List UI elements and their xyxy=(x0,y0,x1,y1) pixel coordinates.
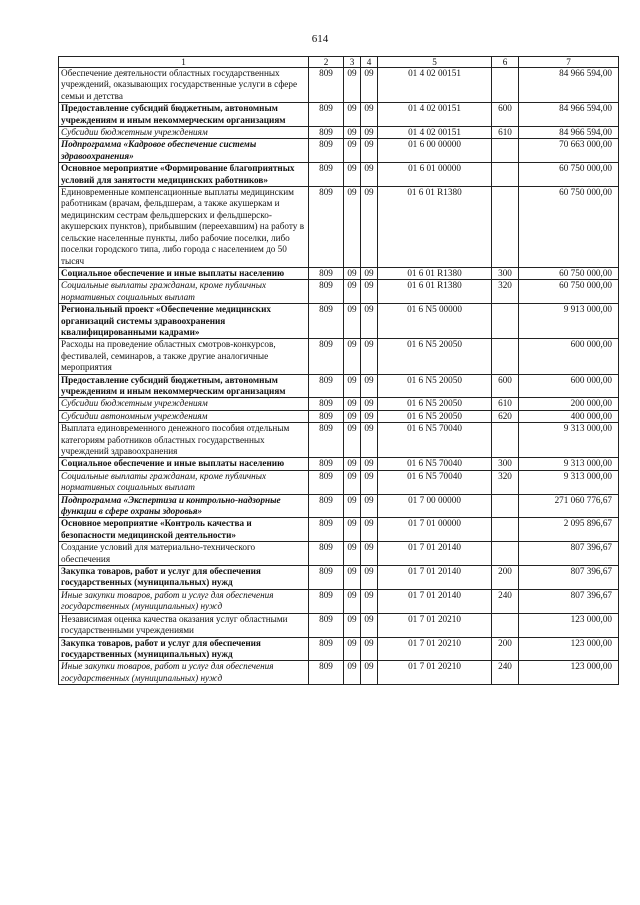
row-rz-cell: 09 xyxy=(344,566,361,590)
row-pr-cell: 09 xyxy=(361,637,378,661)
row-amount-cell: 600 000,00 xyxy=(519,374,619,398)
row-pr-cell: 09 xyxy=(361,139,378,163)
row-vr-cell: 200 xyxy=(492,566,519,590)
row-name-cell: Подпрограмма «Кадровое обеспечение системы здравоохранения» xyxy=(59,139,309,163)
row-amount-cell: 9 313 000,00 xyxy=(519,470,619,494)
header-cell: 6 xyxy=(492,57,519,68)
page-number: 614 xyxy=(311,33,329,45)
row-rz-cell: 09 xyxy=(344,398,361,410)
row-name-cell: Иные закупки товаров, работ и услуг для обеспечения государственных (муниципальных) нужд xyxy=(59,661,309,685)
row-vr-cell xyxy=(492,139,519,163)
row-gr-cell: 809 xyxy=(309,267,344,279)
row-gr-cell: 809 xyxy=(309,613,344,637)
row-rz-cell: 09 xyxy=(344,458,361,470)
row-csr-cell: 01 7 00 00000 xyxy=(378,494,492,518)
row-gr-cell: 809 xyxy=(309,423,344,458)
table-row xyxy=(59,187,619,268)
row-rz-cell: 09 xyxy=(344,267,361,279)
row-gr-cell: 809 xyxy=(309,163,344,187)
row-gr-cell: 809 xyxy=(309,410,344,422)
row-csr-cell: 01 7 01 20140 xyxy=(378,589,492,613)
header-cell: 4 xyxy=(361,57,378,68)
row-rz-cell: 09 xyxy=(344,661,361,685)
row-pr-cell: 09 xyxy=(361,280,378,304)
row-amount-cell: 60 750 000,00 xyxy=(519,280,619,304)
row-vr-cell xyxy=(492,494,519,518)
row-name-cell: Подпрограмма «Экспертиза и контрольно-надзорные функции в сфере охраны здоровья» xyxy=(59,494,309,518)
row-rz-cell: 09 xyxy=(344,613,361,637)
row-name-cell: Региональный проект «Обеспечение медицинских организаций системы здравоохранения квалифицированными кадрами» xyxy=(59,304,309,339)
table-row xyxy=(59,267,619,279)
row-name-cell: Создание условий для материально-технического обеспечения xyxy=(59,542,309,566)
row-gr-cell: 809 xyxy=(309,518,344,542)
table-row xyxy=(59,589,619,613)
row-name-cell: Независимая оценка качества оказания услуг областными государственными учреждениями xyxy=(59,613,309,637)
row-amount-cell: 70 663 000,00 xyxy=(519,139,619,163)
row-gr-cell: 809 xyxy=(309,304,344,339)
row-pr-cell: 09 xyxy=(361,661,378,685)
row-name-cell: Социальные выплаты гражданам, кроме публичных нормативных социальных выплат xyxy=(59,470,309,494)
row-amount-cell: 9 913 000,00 xyxy=(519,304,619,339)
row-rz-cell: 09 xyxy=(344,589,361,613)
table-row xyxy=(59,304,619,339)
row-name-cell: Расходы на проведение областных смотров-конкурсов, фестивалей, семинаров, а также другие аналогичные мероприятия xyxy=(59,339,309,374)
row-rz-cell: 09 xyxy=(344,280,361,304)
row-pr-cell: 09 xyxy=(361,542,378,566)
row-pr-cell: 09 xyxy=(361,163,378,187)
row-amount-cell: 60 750 000,00 xyxy=(519,187,619,268)
row-pr-cell: 09 xyxy=(361,518,378,542)
row-vr-cell xyxy=(492,518,519,542)
table-row xyxy=(59,398,619,410)
row-rz-cell: 09 xyxy=(344,127,361,139)
table-row xyxy=(59,458,619,470)
row-vr-cell: 320 xyxy=(492,280,519,304)
row-csr-cell: 01 6 N5 70040 xyxy=(378,423,492,458)
row-pr-cell: 09 xyxy=(361,566,378,590)
table-row xyxy=(59,127,619,139)
row-pr-cell: 09 xyxy=(361,187,378,268)
table-row xyxy=(59,423,619,458)
row-csr-cell: 01 6 N5 70040 xyxy=(378,470,492,494)
row-amount-cell: 84 966 594,00 xyxy=(519,103,619,127)
row-amount-cell: 807 396,67 xyxy=(519,542,619,566)
row-csr-cell: 01 6 01 R1380 xyxy=(378,187,492,268)
row-amount-cell: 123 000,00 xyxy=(519,613,619,637)
table-row xyxy=(59,566,619,590)
row-rz-cell: 09 xyxy=(344,410,361,422)
row-vr-cell xyxy=(492,68,519,103)
row-rz-cell: 09 xyxy=(344,423,361,458)
row-vr-cell: 600 xyxy=(492,103,519,127)
row-pr-cell: 09 xyxy=(361,613,378,637)
row-pr-cell: 09 xyxy=(361,267,378,279)
row-gr-cell: 809 xyxy=(309,374,344,398)
header-cell: 3 xyxy=(344,57,361,68)
table-row xyxy=(59,470,619,494)
header-cell: 7 xyxy=(519,57,619,68)
row-vr-cell xyxy=(492,163,519,187)
row-amount-cell: 84 966 594,00 xyxy=(519,68,619,103)
row-gr-cell: 809 xyxy=(309,661,344,685)
row-pr-cell: 09 xyxy=(361,68,378,103)
table-row xyxy=(59,542,619,566)
row-gr-cell: 809 xyxy=(309,494,344,518)
row-csr-cell: 01 6 N5 20050 xyxy=(378,339,492,374)
row-gr-cell: 809 xyxy=(309,68,344,103)
row-gr-cell: 809 xyxy=(309,339,344,374)
row-gr-cell: 809 xyxy=(309,589,344,613)
table-row xyxy=(59,163,619,187)
row-vr-cell xyxy=(492,187,519,268)
row-rz-cell: 09 xyxy=(344,494,361,518)
row-vr-cell: 600 xyxy=(492,374,519,398)
row-csr-cell: 01 6 01 R1380 xyxy=(378,267,492,279)
row-vr-cell xyxy=(492,542,519,566)
row-gr-cell: 809 xyxy=(309,187,344,268)
row-name-cell: Социальное обеспечение и иные выплаты населению xyxy=(59,458,309,470)
row-amount-cell: 400 000,00 xyxy=(519,410,619,422)
row-vr-cell: 620 xyxy=(492,410,519,422)
row-pr-cell: 09 xyxy=(361,423,378,458)
row-amount-cell: 807 396,67 xyxy=(519,566,619,590)
row-name-cell: Основное мероприятие «Формирование благоприятных условий для занятости медицинских работников» xyxy=(59,163,309,187)
row-csr-cell: 01 6 N5 20050 xyxy=(378,398,492,410)
row-gr-cell: 809 xyxy=(309,103,344,127)
row-csr-cell: 01 6 00 00000 xyxy=(378,139,492,163)
row-name-cell: Социальное обеспечение и иные выплаты населению xyxy=(59,267,309,279)
row-gr-cell: 809 xyxy=(309,139,344,163)
row-csr-cell: 01 7 01 00000 xyxy=(378,518,492,542)
row-rz-cell: 09 xyxy=(344,339,361,374)
row-vr-cell: 300 xyxy=(492,267,519,279)
table-row xyxy=(59,374,619,398)
row-pr-cell: 09 xyxy=(361,410,378,422)
table-row xyxy=(59,68,619,103)
row-csr-cell: 01 4 02 00151 xyxy=(378,103,492,127)
row-rz-cell: 09 xyxy=(344,304,361,339)
row-vr-cell xyxy=(492,304,519,339)
header-cell: 1 xyxy=(59,57,309,68)
row-vr-cell: 320 xyxy=(492,470,519,494)
row-pr-cell: 09 xyxy=(361,374,378,398)
header-cell: 5 xyxy=(378,57,492,68)
row-csr-cell: 01 4 02 00151 xyxy=(378,68,492,103)
row-pr-cell: 09 xyxy=(361,470,378,494)
row-name-cell: Единовременные компенсационные выплаты медицинским работникам (врачам, фельдшерам, а также акушеркам и медицинским сестрам фельдшерских и фельдшерско-акушерских пунктов), прибывшим (переехавшим) на работу в сельские населенные пункты, либо рабочие поселки, либо поселки городского типа, либо города с населением до 50 тысяч xyxy=(59,187,309,268)
row-pr-cell: 09 xyxy=(361,458,378,470)
row-name-cell: Субсидии бюджетным учреждениям xyxy=(59,127,309,139)
table-row xyxy=(59,103,619,127)
row-amount-cell: 200 000,00 xyxy=(519,398,619,410)
table-row xyxy=(59,637,619,661)
row-amount-cell: 60 750 000,00 xyxy=(519,163,619,187)
budget-table xyxy=(58,56,619,685)
row-csr-cell: 01 6 N5 00000 xyxy=(378,304,492,339)
row-amount-cell: 9 313 000,00 xyxy=(519,423,619,458)
table-row xyxy=(59,139,619,163)
row-gr-cell: 809 xyxy=(309,566,344,590)
row-vr-cell: 300 xyxy=(492,458,519,470)
row-name-cell: Предоставление субсидий бюджетным, автономным учреждениям и иным некоммерческим организациям xyxy=(59,374,309,398)
row-csr-cell: 01 6 N5 20050 xyxy=(378,410,492,422)
row-name-cell: Закупка товаров, работ и услуг для обеспечения государственных (муниципальных) нужд xyxy=(59,637,309,661)
row-csr-cell: 01 6 01 00000 xyxy=(378,163,492,187)
row-csr-cell: 01 6 N5 20050 xyxy=(378,374,492,398)
row-rz-cell: 09 xyxy=(344,542,361,566)
row-amount-cell: 123 000,00 xyxy=(519,637,619,661)
row-vr-cell: 610 xyxy=(492,398,519,410)
row-gr-cell: 809 xyxy=(309,398,344,410)
table-row xyxy=(59,661,619,685)
row-gr-cell: 809 xyxy=(309,637,344,661)
row-pr-cell: 09 xyxy=(361,398,378,410)
table-header-row xyxy=(59,57,619,68)
row-csr-cell: 01 7 01 20210 xyxy=(378,613,492,637)
row-amount-cell: 123 000,00 xyxy=(519,661,619,685)
row-rz-cell: 09 xyxy=(344,374,361,398)
row-vr-cell: 200 xyxy=(492,637,519,661)
table-row xyxy=(59,518,619,542)
row-name-cell: Субсидии автономным учреждениям xyxy=(59,410,309,422)
table-row xyxy=(59,339,619,374)
row-rz-cell: 09 xyxy=(344,518,361,542)
header-cell: 2 xyxy=(309,57,344,68)
row-amount-cell: 271 060 776,67 xyxy=(519,494,619,518)
row-amount-cell: 2 095 896,67 xyxy=(519,518,619,542)
row-name-cell: Закупка товаров, работ и услуг для обеспечения государственных (муниципальных) нужд xyxy=(59,566,309,590)
row-csr-cell: 01 6 N5 70040 xyxy=(378,458,492,470)
row-gr-cell: 809 xyxy=(309,458,344,470)
row-name-cell: Субсидии бюджетным учреждениям xyxy=(59,398,309,410)
row-gr-cell: 809 xyxy=(309,470,344,494)
row-name-cell: Социальные выплаты гражданам, кроме публичных нормативных социальных выплат xyxy=(59,280,309,304)
row-csr-cell: 01 7 01 20140 xyxy=(378,542,492,566)
table-row xyxy=(59,280,619,304)
row-amount-cell: 9 313 000,00 xyxy=(519,458,619,470)
row-vr-cell: 240 xyxy=(492,589,519,613)
row-pr-cell: 09 xyxy=(361,494,378,518)
row-vr-cell xyxy=(492,339,519,374)
row-name-cell: Предоставление субсидий бюджетным, автономным учреждениям и иным некоммерческим организациям xyxy=(59,103,309,127)
table-row xyxy=(59,410,619,422)
row-csr-cell: 01 4 02 00151 xyxy=(378,127,492,139)
row-vr-cell xyxy=(492,613,519,637)
row-name-cell: Иные закупки товаров, работ и услуг для обеспечения государственных (муниципальных) нужд xyxy=(59,589,309,613)
row-name-cell: Выплата единовременного денежного пособия отдельным категориям работников областных государственных учреждений здравоохранения xyxy=(59,423,309,458)
row-amount-cell: 84 966 594,00 xyxy=(519,127,619,139)
row-gr-cell: 809 xyxy=(309,542,344,566)
table-row xyxy=(59,613,619,637)
row-amount-cell: 807 396,67 xyxy=(519,589,619,613)
table-row xyxy=(59,494,619,518)
row-rz-cell: 09 xyxy=(344,187,361,268)
row-pr-cell: 09 xyxy=(361,304,378,339)
row-rz-cell: 09 xyxy=(344,470,361,494)
row-csr-cell: 01 7 01 20210 xyxy=(378,637,492,661)
row-csr-cell: 01 6 01 R1380 xyxy=(378,280,492,304)
row-pr-cell: 09 xyxy=(361,589,378,613)
row-name-cell: Обеспечение деятельности областных государственных учреждений, оказывающих государственные услуги в сфере семьи и детства xyxy=(59,68,309,103)
row-amount-cell: 60 750 000,00 xyxy=(519,267,619,279)
row-pr-cell: 09 xyxy=(361,339,378,374)
row-rz-cell: 09 xyxy=(344,68,361,103)
row-pr-cell: 09 xyxy=(361,103,378,127)
row-rz-cell: 09 xyxy=(344,103,361,127)
row-vr-cell xyxy=(492,423,519,458)
row-csr-cell: 01 7 01 20210 xyxy=(378,661,492,685)
row-gr-cell: 809 xyxy=(309,280,344,304)
row-amount-cell: 600 000,00 xyxy=(519,339,619,374)
row-gr-cell: 809 xyxy=(309,127,344,139)
row-pr-cell: 09 xyxy=(361,127,378,139)
row-csr-cell: 01 7 01 20140 xyxy=(378,566,492,590)
row-name-cell: Основное мероприятие «Контроль качества и безопасности медицинской деятельности» xyxy=(59,518,309,542)
row-vr-cell: 240 xyxy=(492,661,519,685)
row-rz-cell: 09 xyxy=(344,139,361,163)
row-rz-cell: 09 xyxy=(344,637,361,661)
row-vr-cell: 610 xyxy=(492,127,519,139)
row-rz-cell: 09 xyxy=(344,163,361,187)
